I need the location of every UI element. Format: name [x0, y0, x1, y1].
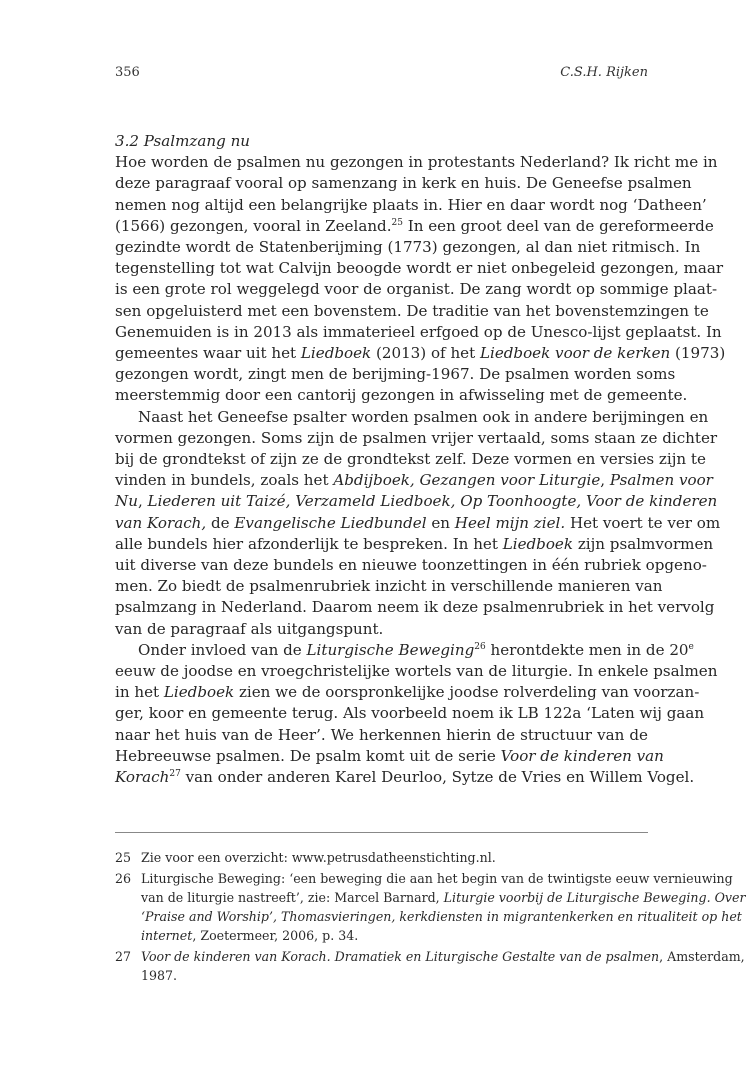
text-line: Korach$^{27}$ van onder anderen Karel Deurloo, Sytze de Vries en Willem Vogel.	[115, 768, 695, 787]
text-line: Hebreeuwse psalmen. De psalm komt uit de serie Voor de kinderen van	[115, 746, 664, 765]
text-line: alle bundels hier afzonderlijk te bespreken. In het Liedboek zijn psalmvormen	[115, 534, 714, 553]
text-line: vormen gezongen. Soms zijn de psalmen vrijer vertaald, soms staan ze dichter	[115, 428, 718, 447]
text-line: van Korach, de Evangelische Liedbundel en Heel mijn ziel. Het voert te ver om	[115, 513, 721, 532]
text-line: Nu, Liederen uit Taizé, Verzameld Liedboek, Op Toonhoogte, Voor de kinderen	[115, 492, 718, 511]
page-number: 356	[115, 65, 140, 80]
paragraph-3	[115, 640, 718, 788]
footnote-26	[115, 869, 746, 945]
text-line: uit diverse van deze bundels en nieuwe toonzettingen in één rubriek opgeno-	[115, 556, 707, 575]
footnote-divider	[115, 832, 648, 833]
text-line: Onder invloed van de Liturgische Beweging$^{26}$ herontdekte men in de 20e	[138, 640, 694, 659]
footnote-text: Voor de kinderen van Korach. Dramatiek en Liturgische Gestalte van de psalmen, Amsterdam,	[141, 949, 745, 964]
text-line: (1566) gezongen, vooral in Zeeland.$^{25}$ In een groot deel van de gereformeerde	[115, 216, 714, 235]
text-line: meerstemmig door een cantorij gezongen in afwisseling met de gemeente.	[115, 386, 688, 405]
text-line: gemeentes waar uit het Liedboek (2013) of het Liedboek voor de kerken (1973)	[115, 344, 726, 363]
footnote-ref-26[interactable]: 26	[474, 641, 486, 652]
text-line: sen opgeluisterd met een bovenstem. De traditie van het bovenstemzingen te	[115, 301, 709, 320]
footnote-text: ‘Praise and Worship’, Thomasvieringen, kerkdiensten in migrantenkerken en ritualiteit op het	[141, 909, 742, 924]
text-line: van de paragraaf als uitgangspunt.	[115, 619, 384, 638]
footnote-text: van de liturgie nastreeft’, zie: Marcel Barnard, Liturgie voorbij de Liturgische Beweging. Over	[141, 890, 746, 905]
body-text	[115, 131, 726, 788]
text-line: ger, koor en gemeente terug. Als voorbeeld noem ik LB 122a ‘Laten wij gaan	[115, 704, 705, 723]
section-heading: 3.2 Psalmzang nu	[115, 132, 251, 150]
text-line: psalmzang in Nederland. Daarom neem ik deze psalmenrubriek in het vervolg	[115, 598, 715, 617]
footnote-number: 26	[115, 871, 132, 886]
running-author: C.S.H. Rijken	[560, 65, 648, 80]
text-line: tegenstelling tot wat Calvijn beoogde wordt er niet onbegeleid gezongen, maar	[115, 259, 724, 278]
text-line: men. Zo biedt de psalmenrubriek inzicht in verschillende manieren van	[115, 577, 663, 596]
text-line: eeuw de joodse en vroegchristelijke wortels van de liturgie. In enkele psalmen	[115, 662, 718, 681]
text-line: bij de grondtekst of zijn ze de grondtekst zelf. Deze vormen en versies zijn te	[115, 450, 706, 469]
text-line: gezindte wordt de Statenberijming (1773) gezongen, al dan niet ritmisch. In	[115, 238, 701, 257]
paragraph-2	[115, 407, 721, 640]
text-line: Hoe worden de psalmen nu gezongen in protestants Nederland? Ik richt me in	[115, 153, 718, 172]
page	[115, 0, 746, 1068]
text-line: Naast het Geneefse psalter worden psalmen ook in andere berijmingen en	[138, 407, 709, 426]
paragraph-1	[115, 152, 726, 406]
text-line: is een grote rol weggelegd voor de organist. De zang wordt op sommige plaat-	[115, 280, 718, 299]
footnote-text: Liturgische Beweging: ‘een beweging die aan het begin van de twintigste eeuw vernieuwing	[141, 871, 733, 886]
text-line: nemen nog altijd een belangrijke plaats in. Hier en daar wordt nog ‘Datheen’	[115, 195, 707, 214]
text-line: gezongen wordt, zingt men de berijming-1967. De psalmen worden soms	[115, 365, 676, 384]
text-line: vinden in bundels, zoals het Abdijboek, Gezangen voor Liturgie, Psalmen voor	[115, 471, 713, 490]
footnote-text: internet, Zoetermeer, 2006, p. 34.	[141, 928, 359, 943]
text-line: Genemuiden is in 2013 als immaterieel erfgoed op de Unesco-lijst geplaatst. In	[115, 322, 722, 341]
footnote-27	[115, 947, 745, 985]
footnote-25	[115, 848, 648, 867]
text-line: in het Liedboek zien we de oorspronkelijke joodse rolverdeling van voorzan-	[115, 683, 700, 702]
footnote-number: 25	[115, 850, 132, 865]
footnote-text: 1987.	[141, 968, 178, 983]
text-line: deze paragraaf vooral op samenzang in kerk en huis. De Geneefse psalmen	[115, 174, 692, 193]
superscript-e: e	[688, 641, 694, 652]
footnote-text: Zie voor een overzicht: www.petrusdatheenstichting.nl.	[141, 850, 496, 865]
footnote-ref-27[interactable]: 27	[169, 769, 181, 780]
footnotes	[115, 848, 746, 987]
text-line: naar het huis van de Heer’. We herkennen hierin de structuur van de	[115, 725, 648, 744]
footnote-number: 27	[115, 949, 132, 964]
footnote-ref-25[interactable]: 25	[391, 217, 403, 228]
